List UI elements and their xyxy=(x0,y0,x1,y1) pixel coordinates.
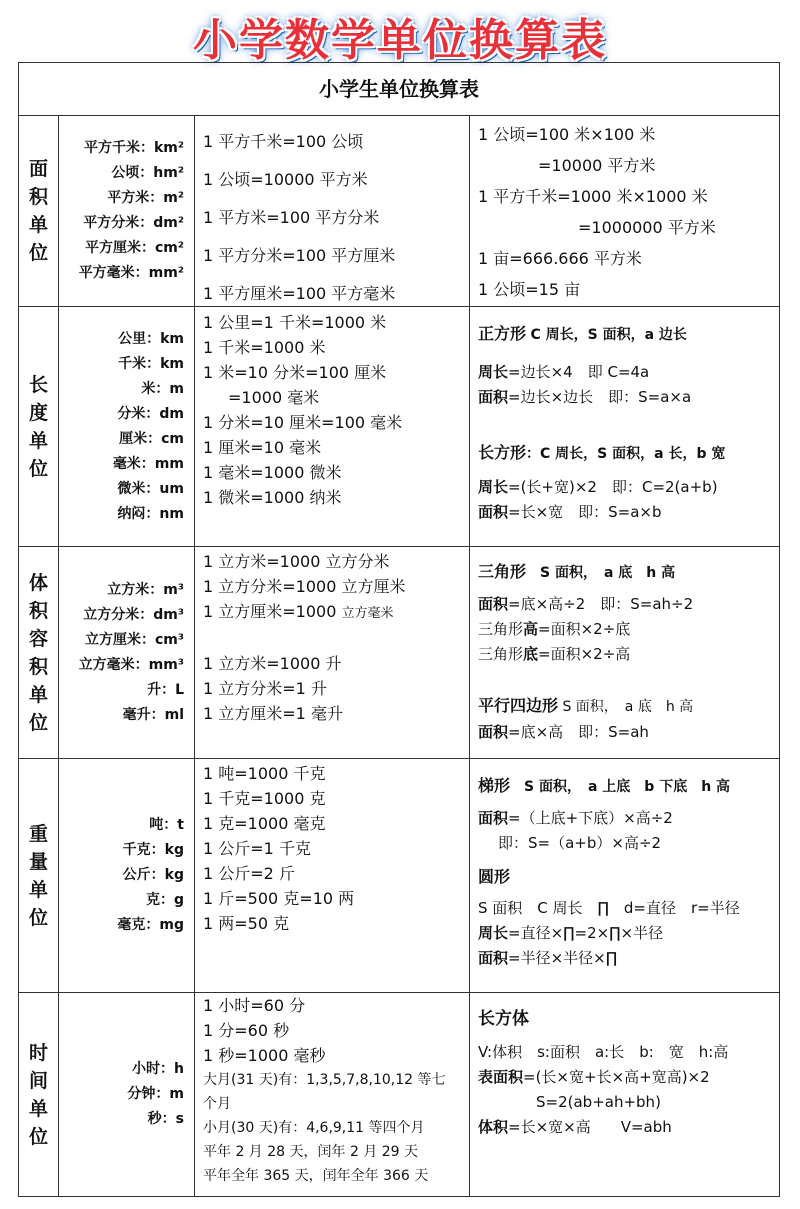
unit-item: 克：g xyxy=(145,892,184,908)
formula-key: 高 xyxy=(523,620,539,638)
conversion-line: 1 两=50 克 xyxy=(203,914,290,933)
square-area xyxy=(478,385,779,410)
conversion-line: 1 毫米=1000 微米 xyxy=(203,463,342,482)
length-formulas xyxy=(470,307,779,546)
unit-item: 升：L xyxy=(147,681,184,698)
unit-item: 公里：km xyxy=(118,330,184,347)
formula-key: 周长 xyxy=(478,478,509,496)
time-label: 时间单位 xyxy=(28,1041,48,1148)
formula-key: 面积 xyxy=(478,503,509,521)
formula-text: =直径×∏=2×∏×半径 xyxy=(508,924,664,942)
conversion-line: 1 平方米=100 平方分米 xyxy=(203,208,380,227)
formula-key: 周长 xyxy=(478,363,509,381)
formula-text: =长×宽 即：S=a×b xyxy=(508,503,662,521)
weight-conversions xyxy=(195,759,470,992)
unit-item: 吨：t xyxy=(149,817,184,833)
triangle-desc: S 面积， a 底 h 高 xyxy=(540,565,676,581)
unit-item: 小时：h xyxy=(132,1061,184,1077)
cuboid-surface-eq: S=2(ab+ah+bh) xyxy=(536,1093,661,1111)
weight-row xyxy=(19,759,779,993)
conversion-line: 1 平方分米=100 平方厘米 xyxy=(203,246,396,265)
volume-label: 体积容积单位 xyxy=(28,571,48,734)
unit-item: 立方厘米：cm³ xyxy=(84,631,184,648)
square-heading xyxy=(478,321,779,348)
formula-text: =(长×宽+长×高+宽高)×2 xyxy=(523,1068,710,1086)
trapezoid-area xyxy=(478,806,779,831)
unit-item: 厘米：cm xyxy=(119,430,184,447)
formula-text: =半径×半径×∏ xyxy=(508,949,618,967)
unit-item: 米：m xyxy=(141,380,184,397)
conversion-line: 1 厘米=10 毫米 xyxy=(203,438,322,457)
formula-text: =边长×边长 即：S=a×a xyxy=(508,388,692,406)
weight-units xyxy=(59,759,195,992)
time-formulas xyxy=(470,993,779,1196)
circle-perimeter xyxy=(478,921,779,946)
note-line: 1 公顷=100 米×100 米 xyxy=(478,125,656,144)
unit-item: 平方厘米：cm² xyxy=(84,239,184,256)
banner-title: 小学数学单位换算表 xyxy=(193,15,607,66)
volume-formulas xyxy=(470,547,779,758)
conversion-line: 1 立方厘米=1000 立方毫米 xyxy=(203,602,394,621)
area-notes xyxy=(470,115,779,306)
conversion-line: 1 公斤=2 斤 xyxy=(203,864,295,883)
conversion-line: =1000 毫米 xyxy=(228,388,320,407)
time-conversions xyxy=(195,993,470,1196)
circle-title: 圆形 xyxy=(478,867,511,886)
cuboid-title: 长方体 xyxy=(478,1009,529,1029)
volume-units xyxy=(59,547,195,758)
note-line: 1 平方千米=1000 米×1000 米 xyxy=(478,187,708,206)
rect-area xyxy=(478,500,779,525)
note-line: 1 公顷=15 亩 xyxy=(478,280,581,299)
triangle-area xyxy=(478,592,779,617)
formula-key: 体积 xyxy=(478,1118,509,1136)
unit-item: 毫克：mg xyxy=(117,917,184,933)
formula-key: 表面积 xyxy=(478,1068,524,1086)
cuboid-volume xyxy=(478,1115,779,1140)
unit-item: 秒：s xyxy=(147,1111,184,1127)
rect-heading xyxy=(478,440,779,467)
conversion-line: 1 微米=1000 纳米 xyxy=(203,488,342,507)
weight-formulas xyxy=(470,759,779,992)
formula-key: 周长 xyxy=(478,924,509,942)
unit-item: 平方毫米：mm² xyxy=(78,264,184,281)
rect-title: 长方形 xyxy=(478,443,527,462)
square-perimeter xyxy=(478,360,779,385)
banner xyxy=(0,0,800,66)
conversion-line: 1 平方厘米=100 平方毫米 xyxy=(203,284,396,303)
conversion-line: 1 立方厘米=1 毫升 xyxy=(203,704,343,723)
note-line: =10000 平方米 xyxy=(538,156,656,175)
weight-label: 重量单位 xyxy=(28,822,48,929)
unit-item: 平方分米：dm² xyxy=(83,214,184,231)
table-title: 小学生单位换算表 xyxy=(19,63,779,116)
circle-desc: S 面积 C 周长 ∏ d=直径 r=半径 xyxy=(478,899,740,917)
unit-item: 立方分米：dm³ xyxy=(83,606,184,623)
formula-text: =(长+宽)×2 即：C=2(a+b) xyxy=(508,478,718,496)
formula-text: =面积×2÷高 xyxy=(538,645,631,663)
year-note: 平年 2 月 28 天，闰年 2 月 29 天 xyxy=(203,1144,419,1160)
formula-text: =边长×4 即 C=4a xyxy=(508,363,650,381)
conversion-line: 1 公斤=1 千克 xyxy=(203,839,311,858)
cuboid-desc: V:体积 s:面积 a:长 b: 宽 h:高 xyxy=(478,1043,729,1061)
conversion-line: 1 平方千米=100 公顷 xyxy=(203,132,364,151)
trapezoid-equation: 即：S=（a+b）×高÷2 xyxy=(498,834,662,852)
unit-item: 分米：dm xyxy=(117,405,184,422)
formula-key: 底 xyxy=(523,645,539,663)
formula-key: 面积 xyxy=(478,949,509,967)
conversion-line: 1 立方米=1000 立方分米 xyxy=(203,552,390,571)
unit-item: 千米：km xyxy=(118,355,184,372)
unit-item: 纳闷：nm xyxy=(117,505,184,522)
area-row xyxy=(19,115,779,307)
unit-item: 公斤：kg xyxy=(122,867,184,883)
formula-key: 面积 xyxy=(478,723,509,741)
cuboid-heading xyxy=(478,1007,779,1032)
triangle-height: 三角形高=面积×2÷底 xyxy=(478,620,631,638)
trapezoid-desc: S 面积， a 上底 b 下底 h 高 xyxy=(524,779,731,795)
conversion-line: 1 秒=1000 毫秒 xyxy=(203,1046,326,1065)
parallelogram-area xyxy=(478,720,779,745)
conversion-line: 1 分=60 秒 xyxy=(203,1021,290,1040)
triangle-base: 三角形底=面积×2÷高 xyxy=(478,645,631,663)
month-note: 小月(30 天)有：4,6,9,11 等四个月 xyxy=(203,1120,425,1136)
trapezoid-heading xyxy=(478,773,779,800)
unit-item: 公顷：hm² xyxy=(111,164,184,181)
conversion-line: 1 立方分米=1000 立方厘米 xyxy=(203,577,406,596)
conversion-line: 1 千克=1000 克 xyxy=(203,789,326,808)
unit-item: 微米：um xyxy=(117,480,184,497)
square-desc: C 周长，S 面积，a 边长 xyxy=(530,327,687,343)
formula-text: =底×高 即：S=ah xyxy=(508,723,649,741)
length-units xyxy=(59,307,195,546)
formula-text: =（上底+下底）×高÷2 xyxy=(508,809,673,827)
conversion-line: 1 斤=500 克=10 两 xyxy=(203,889,355,908)
triangle-heading xyxy=(478,559,779,586)
conversion-line: 1 立方米=1000 升 xyxy=(203,654,342,673)
conversion-line: 1 米=10 分米=100 厘米 xyxy=(203,363,387,382)
month-note: 大月(31 天)有：1,3,5,7,8,10,12 等七 xyxy=(203,1072,446,1088)
unit-item: 立方米：m³ xyxy=(107,581,184,598)
area-units xyxy=(59,115,195,306)
formula-key: 面积 xyxy=(478,595,509,613)
conversion-line: 1 分米=10 厘米=100 毫米 xyxy=(203,413,403,432)
length-conversions xyxy=(195,307,470,546)
area-label: 面积单位 xyxy=(28,157,48,264)
area-conversions xyxy=(195,115,470,306)
month-note: 个月 xyxy=(203,1096,231,1112)
unit-item: 千克：kg xyxy=(122,842,184,858)
formula-text: =底×高÷2 即：S=ah÷2 xyxy=(508,595,694,613)
conversion-line: 1 吨=1000 千克 xyxy=(203,764,326,783)
triangle-title: 三角形 xyxy=(478,562,527,581)
parallelogram-desc: S 面积， a 底 h 高 xyxy=(562,699,694,715)
note-line: =1000000 平方米 xyxy=(578,218,716,237)
volume-conversions xyxy=(195,547,470,758)
unit-item: 立方毫米：mm³ xyxy=(78,656,184,673)
conversion-line: 1 公里=1 千米=1000 米 xyxy=(203,313,387,332)
conversion-line: 1 克=1000 毫克 xyxy=(203,814,326,833)
conversion-table xyxy=(18,62,780,1197)
length-label: 长度单位 xyxy=(28,373,48,480)
trapezoid-title: 梯形 xyxy=(478,776,511,795)
circle-heading xyxy=(478,864,779,890)
conversion-line: 1 公顷=10000 平方米 xyxy=(203,170,368,189)
rect-perimeter xyxy=(478,475,779,500)
square-title: 正方形 xyxy=(478,324,527,343)
parallelogram-heading xyxy=(478,693,779,720)
formula-key: 面积 xyxy=(478,809,509,827)
unit-item: 分钟：m xyxy=(127,1086,184,1102)
circle-area xyxy=(478,946,779,971)
length-row xyxy=(19,307,779,547)
parallelogram-title: 平行四边形 xyxy=(478,696,559,715)
time-row xyxy=(19,993,779,1196)
unit-item: 平方千米：km² xyxy=(83,139,184,156)
unit-item: 毫米：mm xyxy=(112,455,184,472)
formula-text: =长×宽×高 V=abh xyxy=(508,1118,672,1136)
cuboid-surface xyxy=(478,1065,779,1090)
rect-desc: ：C 周长，S 面积，a 长，b 宽 xyxy=(526,446,726,462)
unit-item: 平方米：m² xyxy=(107,189,184,206)
formula-key: 面积 xyxy=(478,388,509,406)
note-line: 1 亩=666.666 平方米 xyxy=(478,249,642,268)
conversion-line: 1 立方分米=1 升 xyxy=(203,679,327,698)
formula-text: =面积×2÷底 xyxy=(538,620,631,638)
conversion-line: 1 小时=60 分 xyxy=(203,996,306,1015)
year-note: 平年全年 365 天，闰年全年 366 天 xyxy=(203,1168,429,1184)
conversion-line: 1 千米=1000 米 xyxy=(203,338,326,357)
volume-row xyxy=(19,547,779,759)
unit-item: 毫升：ml xyxy=(122,706,184,723)
time-units xyxy=(59,993,195,1196)
